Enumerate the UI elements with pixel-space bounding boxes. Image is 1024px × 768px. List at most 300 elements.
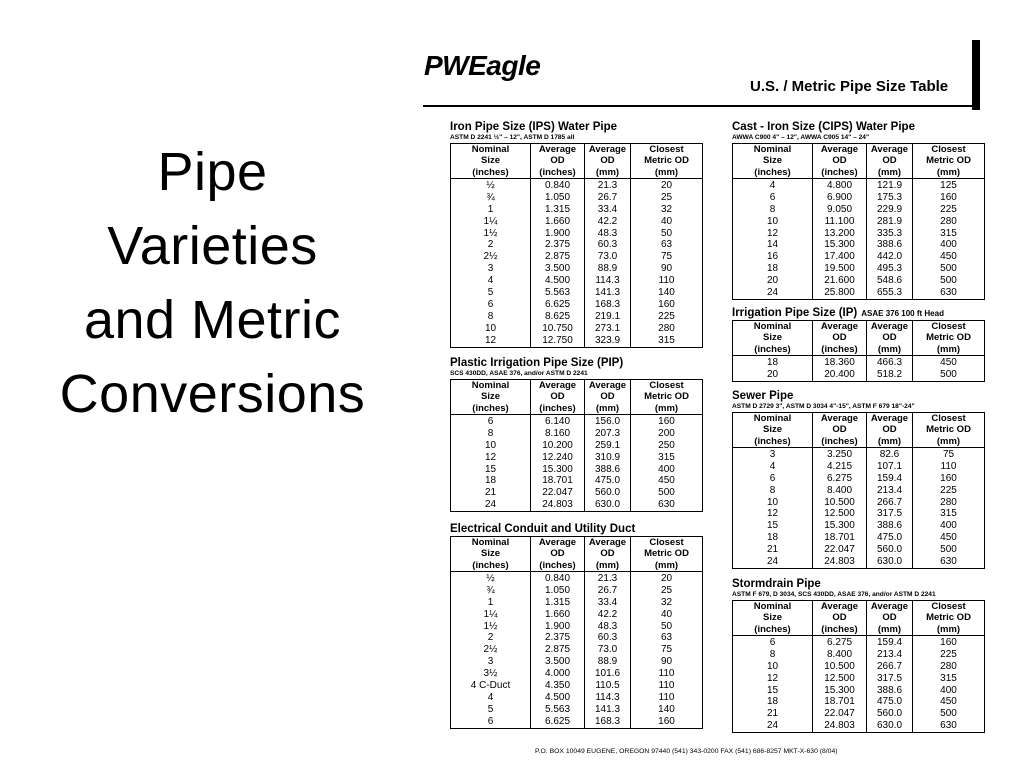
table-cell: 280 [913,661,985,673]
table-cell: 18 [733,263,813,275]
column-header-line: Average [588,380,627,391]
table-cell: 63 [631,632,703,644]
brand-logo: PWEagle [424,50,541,81]
table-cell: 388.6 [867,685,913,697]
column-header [867,144,913,179]
table-cell: 273.1 [585,323,631,335]
table-cell: 4 [451,692,531,704]
table-cell: 12.500 [813,673,867,685]
column-header [733,601,813,636]
table-cell: 15 [733,520,813,532]
table-cell: 24 [733,287,813,299]
table-row [451,335,703,347]
table-cell: 4.000 [531,668,585,680]
table-cell: 21.3 [585,178,631,191]
column-header-line: (inches) [821,435,858,447]
table-cell: 500 [913,708,985,720]
table-row [451,668,703,680]
table-cell: 160 [913,192,985,204]
table-row [451,216,703,228]
table-row [451,287,703,299]
table-row [451,323,703,335]
table-cell: 50 [631,228,703,240]
table-cell: 229.9 [867,204,913,216]
table-cell: 1.900 [531,621,585,633]
table-cell: 24 [733,556,813,568]
section-title [732,390,984,403]
column-header-line: (inches) [539,166,576,178]
table-cell: 90 [631,263,703,275]
column-header-line: Average [588,537,627,548]
table-cell: 21 [451,487,531,499]
table-cell: 160 [631,299,703,311]
table-cell: 18 [733,355,813,368]
table-row [451,632,703,644]
table-cell: 24.803 [813,720,867,732]
table-row [733,204,985,216]
table-row [733,696,985,708]
table-cell: 500 [913,544,985,556]
table-cell: 17.400 [813,251,867,263]
table-cell: 6 [733,473,813,485]
table-cell: 20 [733,275,813,287]
table-row [451,585,703,597]
column-header-line: Size [480,548,500,560]
table-cell: 250 [631,440,703,452]
table-cell: 315 [631,452,703,464]
table-row [451,475,703,487]
table-cell: 63 [631,239,703,251]
section-ips [450,121,702,348]
table-cell: 32 [631,597,703,609]
table-body [451,414,703,511]
table-cell: 500 [913,369,985,381]
table-cell: 500 [913,263,985,275]
table-cell: 12.500 [813,508,867,520]
table-cell: 6.140 [531,414,585,427]
table-cell: 12 [451,452,531,464]
table-cell: 450 [913,251,985,263]
table-cell: 3 [733,447,813,460]
table-row [451,571,703,584]
size-table [732,143,985,300]
size-table [450,379,703,512]
table-cell: ½ [451,178,531,191]
table-cell: 19.500 [813,263,867,275]
table-cell: 12 [451,335,531,347]
table-cell: 168.3 [585,299,631,311]
table-cell: 6.900 [813,192,867,204]
section-title [732,121,984,134]
column-header-line: (inches) [472,402,509,414]
table-cell: 388.6 [867,520,913,532]
column-header-line: (mm) [654,166,679,178]
table-cell: 15.300 [813,239,867,251]
table-cell: 3½ [451,668,531,680]
column-header-line: OD [832,612,847,624]
slide-title-line: Varieties [107,216,318,276]
table-cell: 475.0 [867,696,913,708]
table-cell: 21 [733,708,813,720]
column-header-line: Size [762,424,782,436]
column-header-line: OD [550,155,565,167]
table-cell: ¾ [451,192,531,204]
column-header-line: Average [870,601,909,612]
header-rule [423,105,975,107]
column-header [451,380,531,415]
column-header-line: (inches) [754,166,791,178]
column-header-line: Average [820,601,859,612]
table-cell: 8 [451,311,531,323]
table-cell: 500 [631,487,703,499]
table-cell: 18 [733,532,813,544]
column-header [531,144,585,179]
table-header [451,144,703,179]
column-header-line: Size [762,612,782,624]
table-cell: 42.2 [585,216,631,228]
table-cell: 2 [451,632,531,644]
column-header [867,413,913,448]
table-cell: 88.9 [585,263,631,275]
table-cell: 18 [451,475,531,487]
table-cell: 495.3 [867,263,913,275]
column-header-line: Nominal [753,321,792,332]
column-header-line: (inches) [539,402,576,414]
table-cell: 630.0 [867,556,913,568]
column-header-line: (mm) [595,559,620,571]
column-header [867,321,913,356]
column-header-line: (mm) [654,559,679,571]
table-row [451,680,703,692]
table-row [733,355,985,368]
column-header-line: OD [600,548,615,560]
table-cell: 33.4 [585,204,631,216]
column-header [813,321,867,356]
table-cell: 16 [733,251,813,263]
table-cell: 141.3 [585,704,631,716]
section-title-text: Sewer Pipe [732,390,794,402]
table-cell: 560.0 [585,487,631,499]
table-cell: 18.701 [531,475,585,487]
table-cell: 50 [631,621,703,633]
table-body [733,178,985,299]
table-row [733,508,985,520]
table-cell: 20.400 [813,369,867,381]
column-header-line: OD [832,155,847,167]
table-cell: 315 [913,508,985,520]
column-header-line: Size [762,332,782,344]
column-header-line: Metric OD [926,424,971,436]
table-cell: 12.240 [531,452,585,464]
table-cell: 500 [913,275,985,287]
table-row [451,299,703,311]
section-title [450,121,702,134]
column-header-line: Average [588,144,627,155]
column-header [913,144,985,179]
table-cell: 450 [631,475,703,487]
table-row [451,311,703,323]
table-cell: 60.3 [585,239,631,251]
section-conduit [450,523,702,729]
section-title [450,357,702,370]
column-header-line: Average [820,144,859,155]
column-header-line: Metric OD [926,155,971,167]
column-header [733,144,813,179]
column-header [867,601,913,636]
table-cell: 400 [913,239,985,251]
column-header [531,537,585,572]
column-header-line: OD [882,424,897,436]
section-title-text: Stormdrain Pipe [732,578,821,590]
table-cell: 280 [631,323,703,335]
table-cell: 9.050 [813,204,867,216]
table-cell: 1½ [451,621,531,633]
column-header-line: Closest [649,144,684,155]
column-header-line: Nominal [753,601,792,612]
table-cell: ¾ [451,585,531,597]
table-row [451,597,703,609]
table-cell: 22.047 [813,708,867,720]
table-cell: 1¼ [451,609,531,621]
table-row [451,228,703,240]
table-body [733,447,985,568]
table-cell: 12 [733,228,813,240]
column-header [531,380,585,415]
header-row [451,380,703,415]
column-header-line: Average [538,144,577,155]
column-header [813,413,867,448]
column-header-line: (mm) [877,435,902,447]
table-cell: 4.215 [813,461,867,473]
table-cell: 8 [733,204,813,216]
table-cell: 200 [631,428,703,440]
table-row [451,263,703,275]
table-cell: 225 [913,649,985,661]
table-cell: 2.875 [531,251,585,263]
section-subtitle: ASTM D 2729 3", ASTM D 3034 4"-15", ASTM F 679 18"-24" [732,403,915,410]
header-row [733,601,985,636]
table-row [733,447,985,460]
table-cell: 5.563 [531,287,585,299]
table-row [733,369,985,381]
table-cell: 75 [631,251,703,263]
table-cell: 24 [451,499,531,511]
column-header [733,321,813,356]
section-ip [732,307,984,382]
table-row [733,239,985,251]
table-cell: 12 [733,508,813,520]
table-row [451,239,703,251]
column-header-line: OD [832,424,847,436]
table-cell: 24.803 [531,499,585,511]
section-title-text: Plastic Irrigation Pipe Size (PIP) [450,357,624,369]
table-cell: 6.275 [813,635,867,648]
table-cell: 400 [631,464,703,476]
table-cell: 2 [451,239,531,251]
table-row [733,532,985,544]
table-cell: 630 [913,720,985,732]
document-title: U.S. / Metric Pipe Size Table [750,78,949,95]
column-header-line: OD [550,548,565,560]
table-cell: 315 [913,228,985,240]
table-cell: ½ [451,571,531,584]
table-cell: 6 [451,414,531,427]
section-pip [450,357,702,512]
section-title-text: Iron Pipe Size (IPS) Water Pipe [450,121,617,133]
column-header-line: (inches) [754,343,791,355]
table-cell: 8.400 [813,485,867,497]
table-cell: 630 [913,556,985,568]
table-row [733,485,985,497]
size-table [450,536,703,729]
table-cell: 0.840 [531,178,585,191]
table-cell: 110 [631,692,703,704]
table-cell: 75 [631,644,703,656]
table-row [451,621,703,633]
column-header-line: Metric OD [644,155,689,167]
table-body [733,355,985,381]
header-row [451,144,703,179]
column-header-line: OD [882,155,897,167]
column-header-line: Nominal [471,380,510,391]
column-header-line: (mm) [936,343,961,355]
slide-title-line: Pipe [157,142,268,202]
table-cell: 2½ [451,251,531,263]
table-cell: 18 [733,696,813,708]
table-cell: 6 [451,716,531,728]
table-cell: 213.4 [867,649,913,661]
table-cell: 630 [631,499,703,511]
column-header-line: (inches) [821,623,858,635]
table-cell: 101.6 [585,668,631,680]
table-cell: 48.3 [585,228,631,240]
column-header [913,601,985,636]
table-cell: 90 [631,656,703,668]
column-header [631,380,703,415]
section-title-text: Cast - Iron Size (CIPS) Water Pipe [732,121,915,133]
table-cell: 13.200 [813,228,867,240]
table-cell: 82.6 [867,447,913,460]
table-cell: 110 [631,668,703,680]
table-row [733,275,985,287]
table-cell: 1 [451,204,531,216]
table-cell: 8.625 [531,311,585,323]
table-cell: 281.9 [867,216,913,228]
table-cell: 25 [631,585,703,597]
table-cell: 21 [733,544,813,556]
column-header-line: Closest [649,537,684,548]
table-cell: 10.750 [531,323,585,335]
table-cell: 6 [733,192,813,204]
column-header [631,144,703,179]
column-header-line: Size [480,391,500,403]
column-header-line: Closest [931,321,966,332]
table-cell: 4 [733,461,813,473]
column-header [585,380,631,415]
table-cell: 14 [733,239,813,251]
table-row [451,204,703,216]
table-cell: 10 [451,440,531,452]
section-title-text: Irrigation Pipe Size (IP) [732,307,858,319]
table-cell: 388.6 [867,239,913,251]
column-header-line: (mm) [877,343,902,355]
table-cell: 6.625 [531,716,585,728]
table-cell: 140 [631,704,703,716]
header-row [733,413,985,448]
table-cell: 548.6 [867,275,913,287]
table-row [451,192,703,204]
table-cell: 25.800 [813,287,867,299]
table-cell: 141.3 [585,287,631,299]
column-header-line: Size [480,155,500,167]
table-header [733,321,985,356]
header-row [733,144,985,179]
column-header-line: (inches) [754,623,791,635]
table-cell: 159.4 [867,635,913,648]
column-header-line: (inches) [539,559,576,571]
table-row [733,685,985,697]
table-header [451,380,703,415]
table-cell: 466.3 [867,355,913,368]
table-row [451,487,703,499]
table-row [451,716,703,728]
table-row [733,263,985,275]
table-cell: 1.900 [531,228,585,240]
table-body [451,571,703,728]
column-header-line: OD [600,391,615,403]
table-cell: 4.500 [531,692,585,704]
table-row [733,192,985,204]
table-cell: 156.0 [585,414,631,427]
table-row [451,692,703,704]
table-cell: 335.3 [867,228,913,240]
table-cell: 219.1 [585,311,631,323]
table-row [733,178,985,191]
table-cell: 73.0 [585,644,631,656]
footer-address: P.O. BOX 10049 EUGENE, OREGON 97440 (541) 343-0200 FAX (541) 686-8257 MKT-X-630 (8/04) [535,748,838,755]
table-cell: 1½ [451,228,531,240]
table-cell: 4 [451,275,531,287]
table-cell: 259.1 [585,440,631,452]
table-cell: 0.840 [531,571,585,584]
table-cell: 22.047 [531,487,585,499]
slide-title-line: Conversions [59,364,366,424]
table-cell: 12 [733,673,813,685]
table-cell: 4 C-Duct [451,680,531,692]
table-cell: 110 [631,680,703,692]
table-body [733,635,985,732]
section-subtitle: ASTM D 2241 ½" – 12", ASTM D 1785 all [450,134,575,141]
table-cell: 21.3 [585,571,631,584]
table-cell: 1.050 [531,192,585,204]
table-cell: 560.0 [867,708,913,720]
table-cell: 4.800 [813,178,867,191]
column-header [813,144,867,179]
table-cell: 630.0 [867,720,913,732]
table-row [733,544,985,556]
table-row [451,499,703,511]
table-cell: 266.7 [867,661,913,673]
table-cell: 6.275 [813,473,867,485]
section-subtitle: SCS 430DD, ASAE 376, and/or ASTM D 2241 [450,370,588,377]
column-header-line: (mm) [936,435,961,447]
table-cell: 400 [913,685,985,697]
table-cell: 32 [631,204,703,216]
section-subtitle: AWWA C900 4" – 12", AWWA C905 14" – 24" [732,134,870,141]
table-cell: 73.0 [585,251,631,263]
column-header-line: (mm) [936,623,961,635]
table-header [451,537,703,572]
